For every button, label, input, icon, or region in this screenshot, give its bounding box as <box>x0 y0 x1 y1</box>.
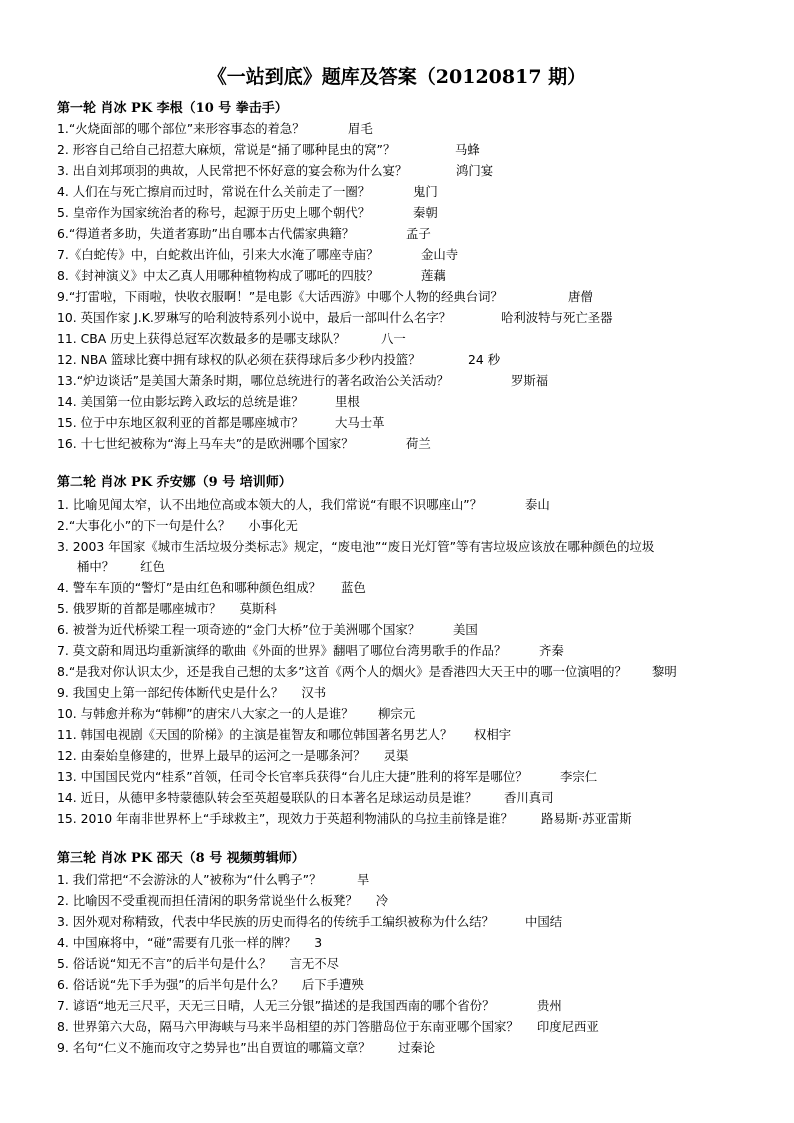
answer-text: 路易斯·苏亚雷斯 <box>541 811 632 826</box>
answer-text: 罗斯福 <box>511 373 549 388</box>
answer-text: 齐秦 <box>539 643 564 658</box>
answer-text: 马蜂 <box>455 142 480 157</box>
question-text: 5. 俗话说“知无不言”的后半句是什么？ <box>57 956 272 971</box>
question-item <box>57 996 562 1016</box>
answer-text: 后下手遭殃 <box>301 977 364 992</box>
question-text: 15. 2010 年南非世界杯上“手球救主”，现效力于英超利物浦队的乌拉圭前锋是谁？ <box>57 811 514 826</box>
question-text: 4. 中国麻将中，“碰”需要有几张一样的牌？ <box>57 935 297 950</box>
question-text: 2. 比喻因不受重视而担任清闲的职务常说坐什么板凳？ <box>57 893 358 908</box>
answer-text: 贵州 <box>537 998 562 1013</box>
answer-text: 柳宗元 <box>378 706 416 721</box>
question-text: 4. 警车车顶的“警灯”是由红色和哪种颜色组成？ <box>57 580 322 595</box>
answer-text: 小事化无 <box>248 518 298 533</box>
question-text: 8.“是我对你认识太少，还是我自己想的太多”这首《两个人的烟火》是香港四大天王中的哪一位演唱的？ <box>57 664 627 679</box>
answer-text: 印度尼西亚 <box>536 1019 599 1034</box>
question-item <box>57 891 389 911</box>
answer-text: 24 秒 <box>468 352 501 367</box>
question-text: 7.《白蛇传》中，白蛇救出许仙，引来大水淹了哪座寺庙？ <box>57 247 379 262</box>
question-text: 2. 形容自己给自己招惹大麻烦，常说是“捅了哪种昆虫的窝”？ <box>57 142 396 157</box>
question-item <box>57 537 747 577</box>
question-text-continued: 桶中？ <box>77 559 115 574</box>
question-text: 10. 与韩愈并称为“韩柳”的唐宋八大家之一的人是谁？ <box>57 706 354 721</box>
answer-text: 中国结 <box>525 914 563 929</box>
question-item <box>57 392 360 412</box>
question-item <box>57 140 480 160</box>
question-item <box>57 704 416 724</box>
question-item <box>57 516 298 536</box>
question-item <box>57 434 431 454</box>
answer-text: 旱 <box>357 872 370 887</box>
answer-text: 哈利波特与死亡圣器 <box>501 310 613 325</box>
question-item <box>57 119 373 139</box>
answer-text: 泰山 <box>525 497 550 512</box>
question-item <box>57 287 593 307</box>
answer-text: 蓝色 <box>341 580 366 595</box>
question-item <box>57 266 446 286</box>
question-item <box>57 599 277 619</box>
question-text: 6. 俗话说“先下手为强”的后半句是什么？ <box>57 977 284 992</box>
question-item <box>57 182 438 202</box>
question-text: 12. NBA 篮球比赛中拥有球权的队必须在获得球后多少秒内投篮？ <box>57 352 421 367</box>
question-text: 5. 俄罗斯的首都是哪座城市？ <box>57 601 222 616</box>
question-item <box>57 308 613 328</box>
question-item <box>57 641 564 661</box>
question-item <box>57 912 563 932</box>
question-text: 1. 比喻见闻太窄，认不出地位高或本领大的人，我们常说“有眼不识哪座山”？ <box>57 497 483 512</box>
question-text: 16. 十七世纪被称为“海上马车夫”的是欧洲哪个国家？ <box>57 436 354 451</box>
question-text: 9. 名句“仁义不施而攻守之势异也”出自贾谊的哪篇文章？ <box>57 1040 371 1055</box>
answer-text: 眉毛 <box>348 121 373 136</box>
question-item <box>57 809 632 829</box>
answer-text: 大马士革 <box>335 415 385 430</box>
question-text: 13. 中国国民党内“桂系”首领，任司令长官率兵获得“台儿庄大捷”胜利的将军是哪位？ <box>57 769 528 784</box>
question-item <box>57 224 431 244</box>
round-header: 第三轮 肖冰 PK 邵天（8 号 视频剪辑师） <box>57 851 305 866</box>
question-item <box>57 662 677 682</box>
question-item <box>57 371 549 391</box>
question-text: 10. 英国作家 J.K.罗琳写的哈利波特系列小说中，最后一部叫什么名字？ <box>57 310 452 325</box>
question-text: 6.“得道者多助，失道者寡助”出自哪本古代儒家典籍？ <box>57 226 355 241</box>
question-item <box>57 1017 599 1037</box>
answer-text: 莲藕 <box>421 268 446 283</box>
answer-text: 香川真司 <box>504 790 554 805</box>
question-item <box>57 161 494 181</box>
round-header: 第一轮 肖冰 PK 李根（10 号 拳击手） <box>57 101 288 116</box>
question-item <box>57 350 501 370</box>
question-text: 11. CBA 历史上获得总冠军次数最多的是哪支球队？ <box>57 331 346 346</box>
answer-text: 言无不尽 <box>289 956 340 971</box>
question-text: 12. 由秦始皇修建的，世界上最早的运河之一是哪条河？ <box>57 748 366 763</box>
question-text: 15. 位于中东地区叙利亚的首都是哪座城市？ <box>57 415 304 430</box>
question-text: 14. 近日，从德甲多特蒙德队转会至英超曼联队的日本著名足球运动员是谁？ <box>57 790 478 805</box>
question-text: 11. 韩国电视剧《天国的阶梯》的主演是崔智友和哪位韩国著名男艺人？ <box>57 727 453 742</box>
answer-text: 金山寺 <box>421 247 459 262</box>
question-item <box>57 203 438 223</box>
answer-text: 八一 <box>381 331 406 346</box>
question-text: 8. 世界第六大岛，隔马六甲海峡与马来半岛相望的苏门答腊岛位于东南亚哪个国家？ <box>57 1019 519 1034</box>
question-item <box>57 788 554 808</box>
answer-text: 孟子 <box>406 226 431 241</box>
question-item <box>57 578 366 598</box>
question-item <box>57 245 459 265</box>
question-text: 4. 人们在与死亡擦肩而过时，常说在什么关前走了一圈？ <box>57 184 371 199</box>
round-header: 第二轮 肖冰 PK 乔安娜（9 号 培训师） <box>57 475 292 490</box>
question-text: 13.“炉边谈话”是美国大萧条时期，哪位总统进行的著名政治公关活动？ <box>57 373 449 388</box>
answer-text: 莫斯科 <box>239 601 277 616</box>
question-text: 9. 我国史上第一部纪传体断代史是什么？ <box>57 685 284 700</box>
answer-text: 3 <box>314 935 323 950</box>
question-item <box>57 870 370 890</box>
answer-text: 里根 <box>335 394 360 409</box>
question-text: 3. 出自刘邦项羽的典故，人民常把不怀好意的宴会称为什么宴？ <box>57 163 408 178</box>
answer-text: 过秦论 <box>398 1040 436 1055</box>
answer-text: 李宗仁 <box>560 769 598 784</box>
question-item <box>57 725 512 745</box>
question-item <box>57 413 385 433</box>
answer-text: 鸿门宴 <box>456 163 494 178</box>
question-item <box>57 746 409 766</box>
answer-text: 黎明 <box>652 664 677 679</box>
question-item <box>57 683 327 703</box>
question-text: 1. 我们常把“不会游泳的人”被称为“什么鸭子”？ <box>57 872 322 887</box>
question-text: 14. 美国第一位由影坛跨入政坛的总统是谁？ <box>57 394 304 409</box>
question-text: 9.“打雷啦，下雨啦，快收衣服啊！”是电影《大话西游》中哪个人物的经典台词？ <box>57 289 503 304</box>
answer-text: 灵渠 <box>383 748 409 763</box>
question-item <box>57 620 478 640</box>
answer-text: 秦朝 <box>413 205 438 220</box>
question-text: 3. 2003 年国家《城市生活垃圾分类标志》规定，“废电池”“废日光灯管”等有害垃圾应该放在哪种颜色的垃圾 <box>57 539 655 554</box>
question-text: 2.“大事化小”的下一句是什么？ <box>57 518 231 533</box>
question-text: 3. 因外观对称精致，代表中华民族的历史而得名的传统手工编织被称为什么结？ <box>57 914 495 929</box>
answer-text: 红色 <box>140 559 165 574</box>
question-item <box>57 933 323 953</box>
question-text: 6. 被誉为近代桥梁工程一项奇迹的“金门大桥”位于美洲哪个国家？ <box>57 622 421 637</box>
answer-text: 汉书 <box>301 685 327 700</box>
question-text: 1.“火烧面部的哪个部位”来形容事态的着急？ <box>57 121 305 136</box>
question-text: 7. 莫文蔚和周迅均重新演绎的歌曲《外面的世界》翻唱了哪位台湾男歌手的作品？ <box>57 643 507 658</box>
question-text: 8.《封神演义》中太乙真人用哪种植物构成了哪吒的四肢？ <box>57 268 379 283</box>
answer-text: 权相宇 <box>474 727 512 742</box>
answer-text: 美国 <box>453 622 478 637</box>
answer-text: 荷兰 <box>406 436 431 451</box>
question-item <box>57 495 550 515</box>
question-item <box>57 954 340 974</box>
question-item <box>57 329 406 349</box>
question-text: 7. 谚语“地无三尺平，天无三日晴，人无三分银”描述的是我国西南的哪个省份？ <box>57 998 495 1013</box>
document-title: 《一站到底》题库及答案（20120817 期） <box>207 66 587 88</box>
answer-text: 唐僧 <box>568 289 593 304</box>
question-item <box>57 975 364 995</box>
answer-text: 鬼门 <box>413 184 438 199</box>
question-item <box>57 767 598 787</box>
answer-text: 冷 <box>375 893 389 908</box>
question-item <box>57 1038 436 1058</box>
question-text: 5. 皇帝作为国家统治者的称号，起源于历史上哪个朝代？ <box>57 205 371 220</box>
